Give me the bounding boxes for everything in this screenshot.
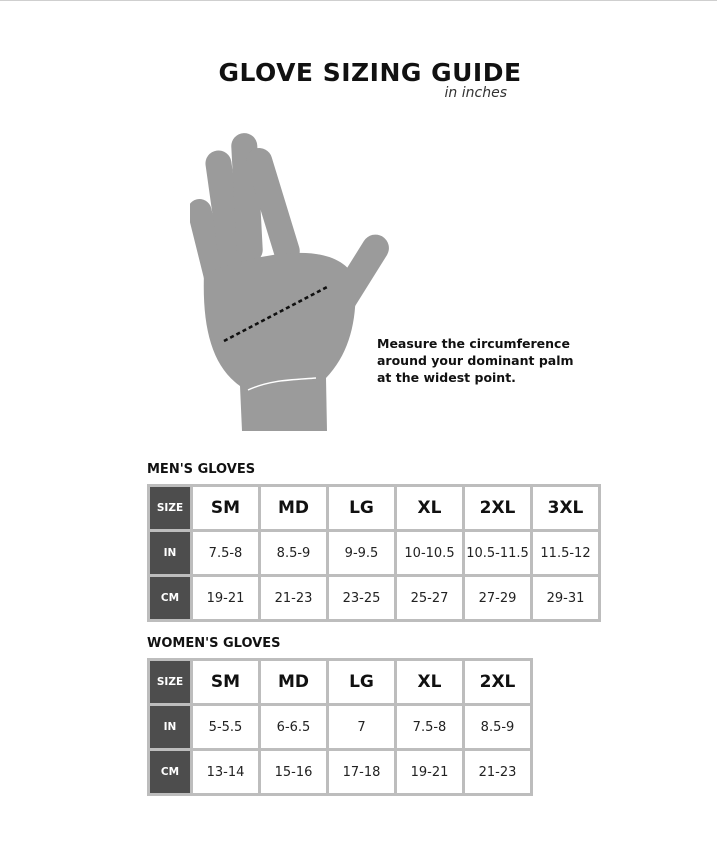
table-row: [150, 487, 598, 529]
inches-cell: 11.5-12: [533, 532, 598, 574]
cm-cell: 19-21: [193, 577, 258, 619]
measure-instruction: [377, 335, 597, 386]
top-divider: [0, 0, 717, 1]
cm-cell: 19-21: [397, 751, 462, 793]
inches-cell: 7: [329, 706, 394, 748]
size-cell: MD: [261, 487, 326, 529]
row-label-size: SIZE: [150, 487, 190, 529]
cm-cell: 21-23: [465, 751, 530, 793]
row-label-in: IN: [150, 532, 190, 574]
table-row: [150, 532, 598, 574]
size-cell: XL: [397, 487, 462, 529]
cm-cell: 17-18: [329, 751, 394, 793]
table-row: [150, 661, 530, 703]
size-cell: MD: [261, 661, 326, 703]
instruction-line: at the widest point.: [377, 370, 516, 385]
mens-section-title: MEN'S GLOVES: [147, 462, 256, 477]
instruction-line: around your dominant palm: [377, 353, 574, 368]
size-cell: 2XL: [465, 661, 530, 703]
inches-cell: 7.5-8: [397, 706, 462, 748]
inches-cell: 7.5-8: [193, 532, 258, 574]
hand-icon: [190, 128, 395, 433]
page-subtitle: in inches: [444, 85, 507, 101]
size-cell: SM: [193, 661, 258, 703]
size-cell: XL: [397, 661, 462, 703]
size-cell: LG: [329, 487, 394, 529]
cm-cell: 13-14: [193, 751, 258, 793]
cm-cell: 27-29: [465, 577, 530, 619]
table-row: [150, 577, 598, 619]
inches-cell: 9-9.5: [329, 532, 394, 574]
table-row: [150, 751, 530, 793]
size-cell: 3XL: [533, 487, 598, 529]
row-label-in: IN: [150, 706, 190, 748]
row-label-size: SIZE: [150, 661, 190, 703]
inches-cell: 10.5-11.5: [465, 532, 530, 574]
mens-size-table: [147, 484, 601, 622]
cm-cell: 15-16: [261, 751, 326, 793]
table-row: [150, 706, 530, 748]
inches-cell: 8.5-9: [465, 706, 530, 748]
instruction-line: Measure the circumference: [377, 336, 570, 351]
womens-size-table: [147, 658, 533, 796]
inches-cell: 10-10.5: [397, 532, 462, 574]
cm-cell: 23-25: [329, 577, 394, 619]
cm-cell: 29-31: [533, 577, 598, 619]
inches-cell: 5-5.5: [193, 706, 258, 748]
size-cell: LG: [329, 661, 394, 703]
womens-section-title: WOMEN'S GLOVES: [147, 636, 281, 651]
size-cell: SM: [193, 487, 258, 529]
row-label-cm: CM: [150, 577, 190, 619]
inches-cell: 8.5-9: [261, 532, 326, 574]
size-cell: 2XL: [465, 487, 530, 529]
page-title: GLOVE SIZING GUIDE: [218, 58, 522, 87]
cm-cell: 21-23: [261, 577, 326, 619]
inches-cell: 6-6.5: [261, 706, 326, 748]
row-label-cm: CM: [150, 751, 190, 793]
cm-cell: 25-27: [397, 577, 462, 619]
